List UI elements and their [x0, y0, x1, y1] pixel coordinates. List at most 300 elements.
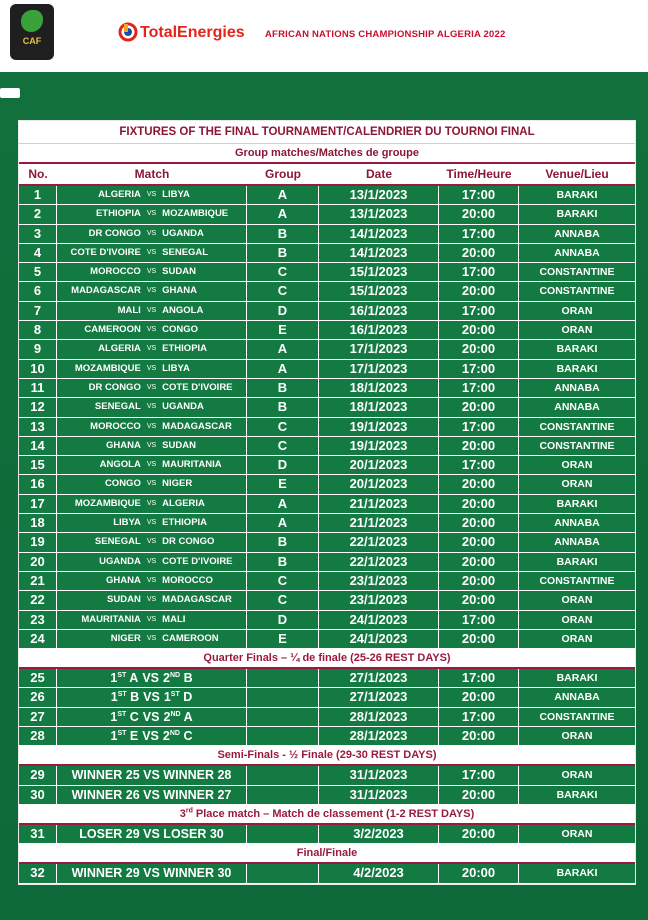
tournament-headline: AFRICAN NATIONS CHAMPIONSHIP ALGERIA 2022 — [265, 29, 506, 40]
vs-label: VS — [146, 615, 157, 623]
away-team: CAMEROON — [162, 632, 219, 644]
match-group: E — [247, 630, 319, 648]
match-venue: ORAN — [561, 613, 593, 626]
match-number: 30 — [19, 786, 57, 804]
match-teams — [57, 340, 247, 358]
match-teams — [57, 553, 247, 571]
match-number: 12 — [19, 398, 57, 416]
match-venue: ORAN — [561, 632, 593, 645]
home-team: SENEGAL — [94, 536, 141, 548]
match-time: 20:00 — [439, 321, 519, 339]
match-date: 23/1/2023 — [319, 591, 439, 609]
match-group — [247, 864, 319, 882]
home-team: MAURITANIA — [81, 613, 141, 625]
away-team: MOROCCO — [162, 574, 213, 586]
home-team: SENEGAL — [94, 401, 141, 413]
away-team: ETHIOPIA — [162, 517, 208, 529]
table-row — [19, 591, 635, 610]
match-teams — [57, 669, 247, 687]
match-date: 20/1/2023 — [319, 475, 439, 493]
match-teams — [57, 186, 247, 204]
vs-label: VS — [146, 210, 157, 218]
col-venue: Venue/Lieu — [545, 167, 609, 181]
match-time: 20:00 — [439, 864, 519, 882]
match-venue: CONSTANTINE — [539, 285, 615, 298]
match-teams — [57, 244, 247, 262]
match-venue: BARAKI — [556, 672, 598, 685]
match-teams — [57, 475, 247, 493]
match-date: 19/1/2023 — [319, 418, 439, 436]
match-date: 23/1/2023 — [319, 572, 439, 590]
match-time: 20:00 — [439, 630, 519, 648]
match-venue: BARAKI — [556, 497, 598, 510]
match-time: 20:00 — [439, 591, 519, 609]
match-number: 2 — [19, 205, 57, 223]
match-teams — [57, 302, 247, 320]
match-number: 23 — [19, 611, 57, 629]
match-group: A — [247, 495, 319, 513]
match-venue: BARAKI — [556, 555, 598, 568]
match-date: 4/2/2023 — [319, 864, 439, 882]
match-date: 13/1/2023 — [319, 186, 439, 204]
match-date: 27/1/2023 — [319, 688, 439, 706]
team-slot-p2: 1 — [163, 690, 171, 705]
vs-label: VS — [146, 519, 157, 527]
match-number: 6 — [19, 282, 57, 300]
table-row — [19, 475, 635, 494]
vs-label: VS — [146, 480, 157, 488]
match-time: 20:00 — [439, 340, 519, 358]
match-time: 20:00 — [439, 437, 519, 455]
match-venue: ORAN — [561, 459, 593, 472]
match-time: 20:00 — [439, 514, 519, 532]
match-venue: ORAN — [561, 324, 593, 337]
final-match — [19, 864, 635, 883]
match-group: D — [247, 302, 319, 320]
match-date: 17/1/2023 — [319, 340, 439, 358]
team-slot-s1: ST — [117, 729, 127, 737]
vs-label: VS — [146, 345, 157, 353]
table-row — [19, 186, 635, 205]
match-number: 14 — [19, 437, 57, 455]
match-time: 20:00 — [439, 786, 519, 804]
home-team: MOROCCO — [90, 420, 141, 432]
vs-label: VS — [146, 229, 157, 237]
vs-label: VS — [146, 596, 157, 604]
team-slot-g2: D — [183, 690, 193, 705]
table-row — [19, 360, 635, 379]
match-date: 13/1/2023 — [319, 205, 439, 223]
match-number: 8 — [19, 321, 57, 339]
match-number: 27 — [19, 708, 57, 726]
match-venue: ORAN — [561, 304, 593, 317]
match-time: 17:00 — [439, 418, 519, 436]
semi-final-matches — [19, 766, 635, 805]
table-row — [19, 688, 635, 707]
match-time: 17:00 — [439, 360, 519, 378]
match-time: 17:00 — [439, 302, 519, 320]
away-team: SUDAN — [162, 266, 196, 278]
match-teams — [57, 572, 247, 590]
match-number: 31 — [19, 825, 57, 843]
table-header — [19, 164, 635, 186]
away-team: COTE D'IVOIRE — [162, 555, 233, 567]
vs-label: VS — [142, 729, 159, 744]
match-teams — [57, 514, 247, 532]
match-group: C — [247, 418, 319, 436]
vs-label: VS — [146, 326, 157, 334]
match-date: 28/1/2023 — [319, 727, 439, 745]
home-team: UGANDA — [99, 555, 141, 567]
match-teams — [57, 379, 247, 397]
match-date: 21/1/2023 — [319, 514, 439, 532]
match-date: 20/1/2023 — [319, 456, 439, 474]
table-row — [19, 321, 635, 340]
match-number: 17 — [19, 495, 57, 513]
match-date: 22/1/2023 — [319, 533, 439, 551]
home-team: CAMEROON — [84, 324, 141, 336]
col-match: Match — [134, 167, 170, 181]
match-number: 15 — [19, 456, 57, 474]
vs-label: VS — [146, 634, 157, 642]
match-number: 29 — [19, 766, 57, 784]
table-row — [19, 572, 635, 591]
match-teams — [57, 533, 247, 551]
table-row — [19, 786, 635, 805]
away-team: SENEGAL — [162, 246, 209, 258]
match-time: 17:00 — [439, 766, 519, 784]
match-teams — [57, 225, 247, 243]
team-slot-s1: ST — [117, 691, 127, 699]
team-slot-g1: C — [129, 709, 139, 724]
match-group: C — [247, 437, 319, 455]
match-venue: ORAN — [561, 827, 593, 840]
home-team: SUDAN — [107, 594, 141, 606]
match-venue: ORAN — [561, 478, 593, 491]
vs-label: VS — [146, 287, 157, 295]
home-team: CONGO — [104, 478, 141, 490]
match-teams — [57, 591, 247, 609]
away-team: DR CONGO — [162, 536, 215, 548]
home-team: ANGOLA — [99, 459, 141, 471]
vs-label: VS — [146, 403, 157, 411]
away-team: MALI — [162, 613, 186, 625]
match-group: B — [247, 379, 319, 397]
match-group: A — [247, 340, 319, 358]
match-group: B — [247, 225, 319, 243]
match-teams — [57, 282, 247, 300]
match-group: D — [247, 611, 319, 629]
brand-name: TotalEnergies — [140, 24, 245, 41]
match-venue: ANNABA — [554, 691, 600, 704]
match-teams — [57, 708, 247, 726]
col-date: Date — [365, 167, 392, 181]
totalenergies-icon — [118, 22, 138, 42]
match-group — [247, 708, 319, 726]
home-team: GHANA — [105, 439, 141, 451]
vs-label: VS — [146, 557, 157, 565]
table-row — [19, 205, 635, 224]
match-number: 1 — [19, 186, 57, 204]
match-date: 19/1/2023 — [319, 437, 439, 455]
away-team: ALGERIA — [162, 497, 205, 509]
match-group: A — [247, 360, 319, 378]
vs-label: VS — [146, 441, 157, 449]
match-time: 20:00 — [439, 553, 519, 571]
match-group — [247, 766, 319, 784]
quarter-final-matches — [19, 669, 635, 746]
match-group: B — [247, 553, 319, 571]
match-group: E — [247, 321, 319, 339]
away-team: MAURITANIA — [162, 459, 222, 471]
team-slot-p1: 1 — [110, 709, 118, 724]
match-teams — [57, 205, 247, 223]
match-venue: CONSTANTINE — [539, 710, 615, 723]
third-place-title: 3rd Place match – Match de classement (1-2 REST DAYS) — [19, 805, 635, 825]
table-row — [19, 437, 635, 456]
africa-map-icon — [21, 10, 43, 32]
match-number: 9 — [19, 340, 57, 358]
match-time: 20:00 — [439, 727, 519, 745]
table-row — [19, 553, 635, 572]
team-slot-g1: B — [130, 690, 140, 705]
home-team: ETHIOPIA — [95, 208, 141, 220]
match-date: 18/1/2023 — [319, 398, 439, 416]
third-place-match — [19, 825, 635, 844]
away-team: LIBYA — [162, 362, 190, 374]
vs-label: VS — [146, 248, 157, 256]
home-team: MOZAMBIQUE — [74, 497, 141, 509]
match-group — [247, 786, 319, 804]
table-row — [19, 244, 635, 263]
home-team: DR CONGO — [88, 227, 141, 239]
match-time: 17:00 — [439, 456, 519, 474]
final-title: Final/Finale — [19, 844, 635, 864]
team-slot-s2: ND — [169, 729, 180, 737]
match-label: WINNER 29 VS WINNER 30 — [57, 864, 247, 882]
match-group: C — [247, 282, 319, 300]
away-team: ANGOLA — [162, 304, 204, 316]
match-number: 5 — [19, 263, 57, 281]
table-row — [19, 495, 635, 514]
table-row — [19, 418, 635, 437]
match-date: 16/1/2023 — [319, 321, 439, 339]
match-time: 20:00 — [439, 282, 519, 300]
col-no: No. — [28, 167, 48, 181]
match-number: 26 — [19, 688, 57, 706]
match-group: A — [247, 514, 319, 532]
match-venue: CONSTANTINE — [539, 266, 615, 279]
table-row — [19, 379, 635, 398]
home-team: MOZAMBIQUE — [74, 362, 141, 374]
match-group — [247, 727, 319, 745]
match-group: C — [247, 572, 319, 590]
vs-label: VS — [143, 690, 160, 705]
match-date: 27/1/2023 — [319, 669, 439, 687]
match-group: C — [247, 263, 319, 281]
match-label: WINNER 25 VS WINNER 28 — [57, 766, 247, 784]
match-time: 20:00 — [439, 572, 519, 590]
match-number: 13 — [19, 418, 57, 436]
match-teams — [57, 688, 247, 706]
match-venue: ORAN — [561, 730, 593, 743]
match-venue: BARAKI — [556, 867, 598, 880]
match-time: 20:00 — [439, 533, 519, 551]
match-date: 15/1/2023 — [319, 263, 439, 281]
table-row — [19, 263, 635, 282]
match-venue: BARAKI — [556, 189, 598, 201]
vs-label: VS — [146, 576, 157, 584]
match-venue: CONSTANTINE — [539, 439, 615, 452]
match-venue: BARAKI — [556, 208, 598, 221]
home-team: ALGERIA — [98, 343, 141, 355]
match-venue: ORAN — [561, 594, 593, 607]
match-time: 20:00 — [439, 475, 519, 493]
table-row — [19, 864, 635, 883]
decorative-bar — [0, 88, 20, 98]
match-group: C — [247, 591, 319, 609]
vs-label: VS — [146, 538, 157, 546]
match-time: 20:00 — [439, 825, 519, 843]
table-title: FIXTURES OF THE FINAL TOURNAMENT/CALENDRIER DU TOURNOI FINAL — [19, 121, 635, 144]
vs-label: VS — [146, 191, 157, 198]
vs-label: VS — [146, 461, 157, 469]
table-row — [19, 302, 635, 321]
match-teams — [57, 418, 247, 436]
match-venue: BARAKI — [556, 788, 598, 801]
match-time: 17:00 — [439, 669, 519, 687]
match-venue: ANNABA — [554, 401, 600, 414]
match-time: 20:00 — [439, 495, 519, 513]
match-group: A — [247, 186, 319, 204]
table-row — [19, 825, 635, 844]
match-date: 21/1/2023 — [319, 495, 439, 513]
table-row — [19, 533, 635, 552]
match-group — [247, 825, 319, 843]
match-date: 31/1/2023 — [319, 766, 439, 784]
match-date: 22/1/2023 — [319, 553, 439, 571]
match-number: 24 — [19, 630, 57, 648]
team-slot-s2: ND — [170, 710, 181, 718]
table-row — [19, 282, 635, 301]
away-team: MOZAMBIQUE — [162, 208, 229, 220]
match-time: 17:00 — [439, 186, 519, 204]
away-team: COTE D'IVOIRE — [162, 381, 233, 393]
match-time: 17:00 — [439, 263, 519, 281]
match-teams — [57, 727, 247, 745]
match-date: 24/1/2023 — [319, 630, 439, 648]
match-number: 7 — [19, 302, 57, 320]
match-number: 16 — [19, 475, 57, 493]
match-teams — [57, 437, 247, 455]
match-number: 11 — [19, 379, 57, 397]
match-time: 20:00 — [439, 205, 519, 223]
away-team: LIBYA — [162, 189, 190, 200]
away-team: SUDAN — [162, 439, 196, 451]
match-group: B — [247, 398, 319, 416]
match-date: 14/1/2023 — [319, 244, 439, 262]
team-slot-p2: 2 — [163, 709, 171, 724]
away-team: UGANDA — [162, 227, 204, 239]
match-time: 20:00 — [439, 398, 519, 416]
home-team: NIGER — [110, 632, 141, 644]
match-number: 28 — [19, 727, 57, 745]
match-date: 28/1/2023 — [319, 708, 439, 726]
team-slot-s2: ST — [170, 691, 180, 699]
vs-label: VS — [142, 671, 160, 686]
home-team: LIBYA — [113, 517, 141, 529]
table-row — [19, 340, 635, 359]
match-venue: BARAKI — [556, 343, 598, 356]
match-label: WINNER 26 VS WINNER 27 — [57, 786, 247, 804]
table-row — [19, 630, 635, 649]
match-teams — [57, 321, 247, 339]
match-label: LOSER 29 VS LOSER 30 — [57, 825, 247, 843]
table-row — [19, 766, 635, 785]
quarter-finals-title: Quarter Finals – ¼ de finale (25-26 REST DAYS) — [19, 649, 635, 669]
match-date: 14/1/2023 — [319, 225, 439, 243]
team-slot-p1: 1 — [110, 671, 118, 686]
vs-label: VS — [142, 709, 160, 724]
match-time: 17:00 — [439, 708, 519, 726]
match-time: 20:00 — [439, 688, 519, 706]
table-row — [19, 611, 635, 630]
match-date: 16/1/2023 — [319, 302, 439, 320]
match-venue: ANNABA — [554, 381, 600, 394]
table-row — [19, 669, 635, 688]
match-venue: CONSTANTINE — [539, 420, 615, 433]
match-time: 17:00 — [439, 225, 519, 243]
table-row — [19, 398, 635, 417]
team-slot-s1: ST — [117, 710, 127, 718]
match-group: E — [247, 475, 319, 493]
match-number: 22 — [19, 591, 57, 609]
match-teams — [57, 360, 247, 378]
match-group: B — [247, 244, 319, 262]
away-team: MADAGASCAR — [162, 420, 232, 432]
match-time: 17:00 — [439, 611, 519, 629]
away-team: UGANDA — [162, 401, 204, 413]
match-venue: ANNABA — [554, 227, 600, 240]
away-team: CONGO — [162, 324, 199, 336]
vs-label: VS — [146, 364, 157, 372]
match-number: 19 — [19, 533, 57, 551]
vs-label: VS — [146, 383, 157, 391]
col-time: Time/Heure — [446, 167, 512, 181]
home-team: ALGERIA — [98, 189, 141, 200]
table-row — [19, 514, 635, 533]
away-team: NIGER — [162, 478, 193, 490]
home-team: DR CONGO — [88, 381, 141, 393]
match-venue: ANNABA — [554, 517, 600, 530]
match-number: 20 — [19, 553, 57, 571]
team-slot-g2: C — [183, 729, 193, 744]
match-number: 18 — [19, 514, 57, 532]
col-group: Group — [265, 167, 301, 181]
match-date: 24/1/2023 — [319, 611, 439, 629]
match-teams — [57, 456, 247, 474]
match-teams — [57, 611, 247, 629]
match-teams — [57, 398, 247, 416]
team-slot-p2: 2 — [162, 729, 170, 744]
semi-finals-title: Semi-Finals - ½ Finale (29-30 REST DAYS) — [19, 746, 635, 766]
team-slot-g1: E — [129, 729, 139, 744]
match-date: 31/1/2023 — [319, 786, 439, 804]
team-slot-p2: 2 — [163, 671, 170, 686]
home-team: COTE D'IVOIRE — [70, 246, 141, 258]
team-slot-g2: A — [183, 709, 193, 724]
match-teams — [57, 495, 247, 513]
